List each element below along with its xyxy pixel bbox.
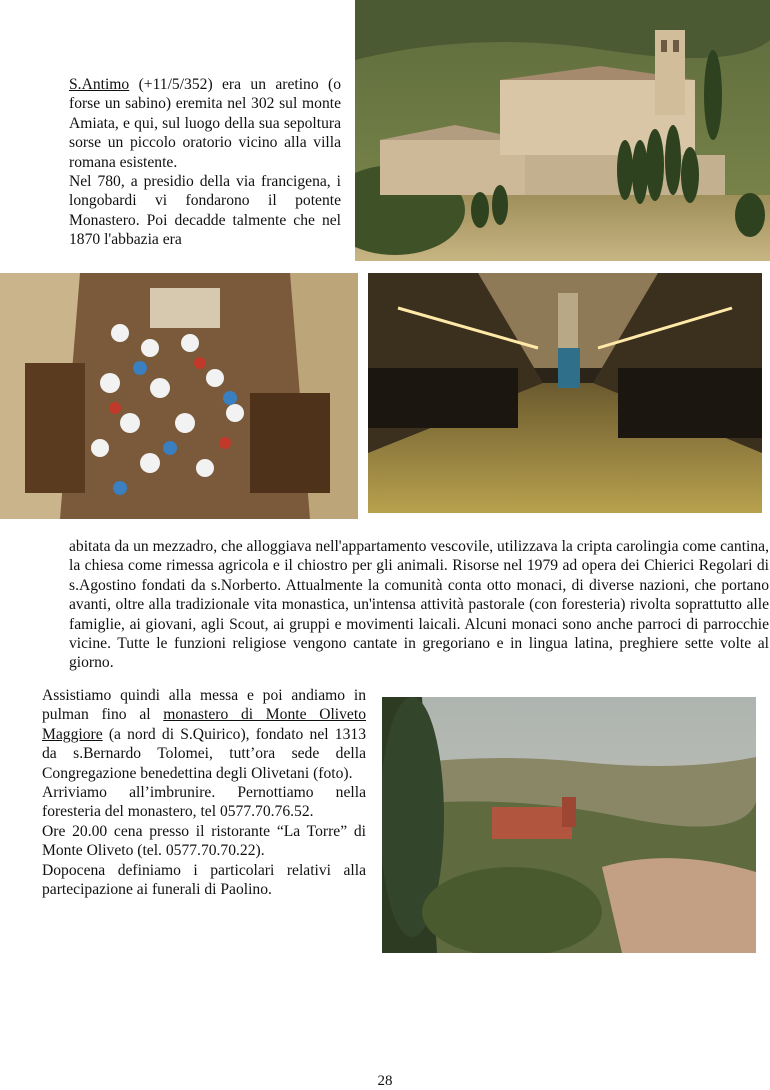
crypt-crowd-photo xyxy=(0,273,358,519)
dinner-paragraph: Ore 20.00 cena presso il ristorante “La Torre” di Monte Oliveto (tel. 0577.70.70.22). xyxy=(42,822,366,860)
continuation-text: abitata da un mezzadro, che alloggiava nell'appartamento vescovile, utilizzava la cripta carolingia come cantina, la chiesa come rimessa agricola e il chiostro per gli animali. Risorse nel 1979 ad opera dei Chierici Regolari di s.Agostino fondati da s.Norberto. Attualmente la comunità conta otto monaci, di diverse nazioni, che portano avanti, oltre alla tradizionale vita monastica, un'intensa attività pastorale (con foresteria) rivolta soprattutto alle famiglie, ai giovani, agli Scout, ai gruppi e movimenti laicali. Alcuni monaci sono anche parroci di parrocchie vicine. Tutte le funzioni religiose vengono cantate in gregoriano e in lingua latina, preghiere sette volte al giorno. xyxy=(69,538,769,672)
visit-text-2: (a nord di S.Quirico), fondato nel 1313 da s.Bernardo Tolomei, tutt’ora sede della Congregazione benedettina degli Olivetani (foto). xyxy=(42,725,366,782)
visit-text-1: Assistiamo quindi alla messa e poi andiamo in pulman fino al xyxy=(42,687,366,724)
after-dinner-paragraph: Dopocena definiamo i particolari relativi alla partecipazione ai funerali di Paolino. xyxy=(42,861,366,899)
monte-oliveto-link[interactable]: monastero di Monte Oliveto Maggiore xyxy=(42,706,366,743)
arrival-paragraph: Arriviamo all’imbrunire. Pernottiamo nella foresteria del monastero, tel 0577.70.76.52. xyxy=(42,784,366,821)
intro-paragraph-2: Nel 780, a presidio della via francigena, i longobardi vi fondarono il potente Monastero. Poi decadde talmente che nel 1870 l'abbazia era xyxy=(69,173,341,249)
church-interior-photo xyxy=(368,273,762,513)
visit-text xyxy=(42,686,366,899)
page-number: 28 xyxy=(377,1073,393,1089)
visit-paragraph xyxy=(42,686,366,783)
s-antimo-link[interactable]: S.Antimo xyxy=(69,76,130,93)
monte-oliveto-landscape-photo xyxy=(382,697,756,953)
intro-paragraph xyxy=(69,75,341,172)
intro-text-1: (+11/5/352) era un aretino (o forse un sabino) eremita nel 302 sul monte Amiata, e qui, sul luogo della sua sepoltura sorse un piccolo oratorio vicino alla villa romana esistente. xyxy=(69,76,341,171)
intro-text xyxy=(69,75,341,250)
abbey-exterior-photo xyxy=(355,0,770,261)
